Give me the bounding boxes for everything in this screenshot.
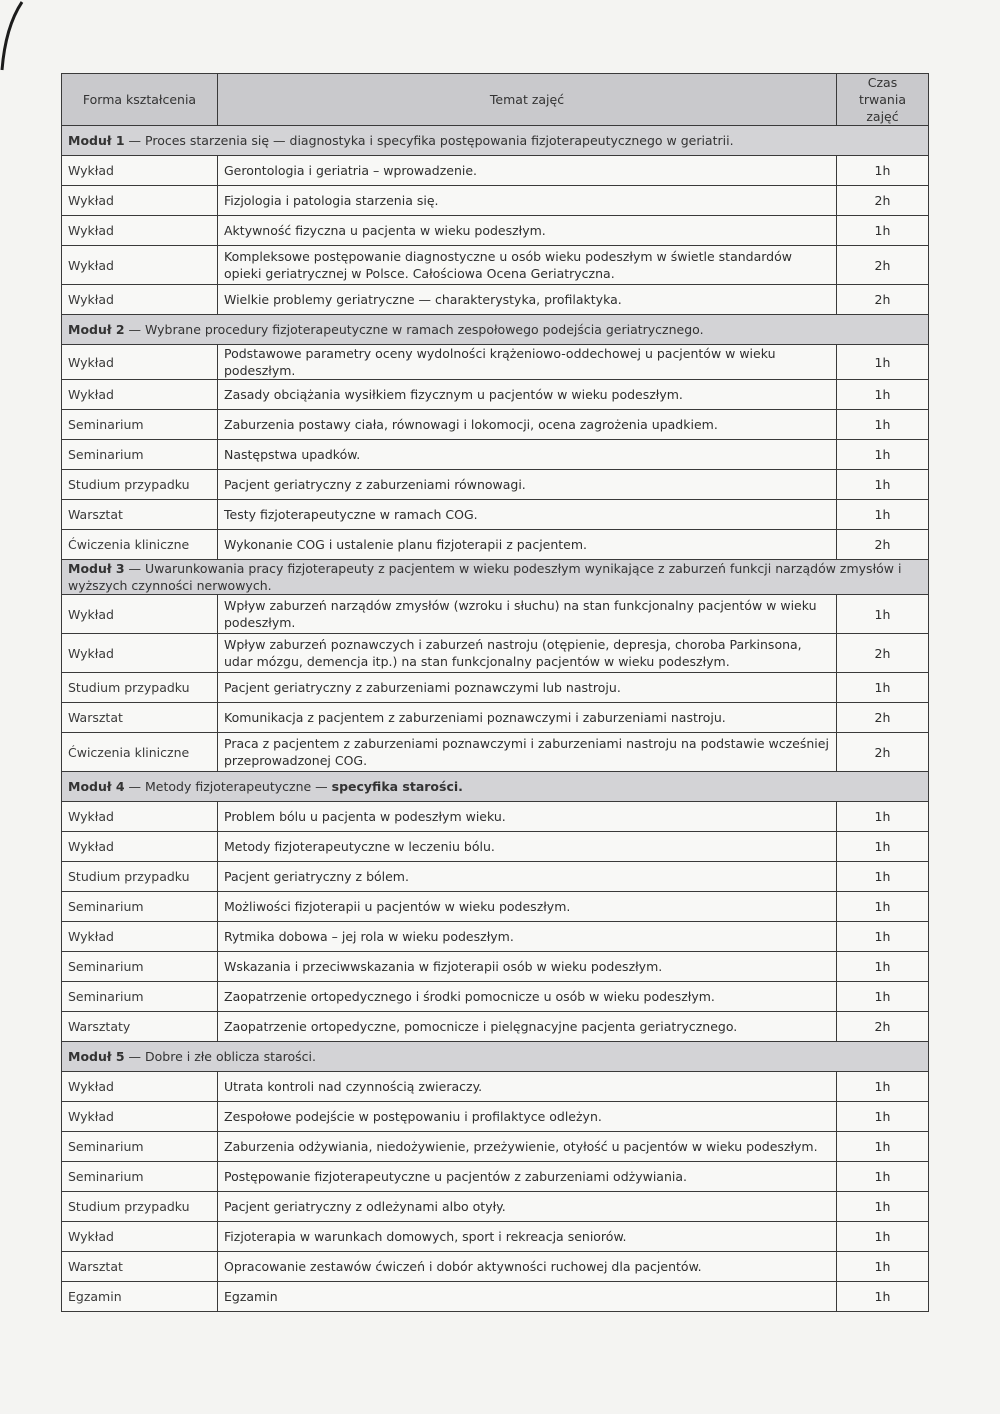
table-row (62, 1072, 929, 1102)
module-header-cell (62, 126, 929, 156)
module-header-cell (62, 1042, 929, 1072)
duration-cell: 1h (837, 345, 929, 380)
form-cell: Warsztat (62, 1252, 218, 1282)
table-row (62, 380, 929, 410)
duration-cell: 1h (837, 500, 929, 530)
form-cell: Seminarium (62, 440, 218, 470)
topic-cell: Praca z pacjentem z zaburzeniami poznawczymi i zaburzeniami nastroju na podstawie wcześniej przeprowadzonej COG. (218, 733, 837, 772)
form-cell: Egzamin (62, 1282, 218, 1312)
topic-cell: Wpływ zaburzeń narządów zmysłów (wzroku i słuchu) na stan funkcjonalny pacjentów w wieku podeszłym. (218, 595, 837, 634)
table-row (62, 186, 929, 216)
topic-cell: Fizjologia i patologia starzenia się. (218, 186, 837, 216)
form-cell: Wykład (62, 246, 218, 285)
topic-cell: Testy fizjoterapeutyczne w ramach COG. (218, 500, 837, 530)
form-cell: Wykład (62, 1102, 218, 1132)
topic-cell: Postępowanie fizjoterapeutyczne u pacjentów z zaburzeniami odżywiania. (218, 1162, 837, 1192)
form-cell: Warsztat (62, 703, 218, 733)
duration-cell: 1h (837, 862, 929, 892)
topic-cell: Fizjoterapia w warunkach domowych, sport i rekreacja seniorów. (218, 1222, 837, 1252)
duration-cell: 2h (837, 733, 929, 772)
table-row (62, 634, 929, 673)
form-cell: Wykład (62, 802, 218, 832)
header-topic: Temat zajęć (218, 74, 837, 126)
table-row (62, 892, 929, 922)
duration-cell: 1h (837, 1132, 929, 1162)
table-row (62, 703, 929, 733)
form-cell: Wykład (62, 1072, 218, 1102)
topic-cell: Zespołowe podejście w postępowaniu i profilaktyce odleżyn. (218, 1102, 837, 1132)
form-cell: Studium przypadku (62, 673, 218, 703)
table-row (62, 1102, 929, 1132)
module-header-row (62, 772, 929, 802)
table-row (62, 922, 929, 952)
form-cell: Warsztat (62, 500, 218, 530)
form-cell: Seminarium (62, 982, 218, 1012)
topic-cell: Zasady obciążania wysiłkiem fizycznym u pacjentów w wieku podeszłym. (218, 380, 837, 410)
duration-cell: 1h (837, 832, 929, 862)
table-row (62, 952, 929, 982)
table-row (62, 595, 929, 634)
form-cell: Wykład (62, 156, 218, 186)
table-row (62, 1192, 929, 1222)
form-cell: Warsztaty (62, 1012, 218, 1042)
table-row (62, 156, 929, 186)
table-row (62, 1132, 929, 1162)
module-header-cell (62, 315, 929, 345)
table-row (62, 530, 929, 560)
schedule-table-container (61, 73, 928, 1312)
topic-cell: Zaopatrzenie ortopedyczne, pomocnicze i pielęgnacyjne pacjenta geriatrycznego. (218, 1012, 837, 1042)
topic-cell: Wpływ zaburzeń poznawczych i zaburzeń nastroju (otępienie, depresja, choroba Parkinsona, udar mózgu, demencja itp.) na stan funkcjonalny pacjentów w wieku podeszłym. (218, 634, 837, 673)
table-row (62, 1012, 929, 1042)
duration-cell: 1h (837, 1102, 929, 1132)
module-label: Moduł 1 (68, 133, 125, 148)
form-cell: Wykład (62, 1222, 218, 1252)
topic-cell: Możliwości fizjoterapii u pacjentów w wieku podeszłym. (218, 892, 837, 922)
topic-cell: Utrata kontroli nad czynnością zwieraczy. (218, 1072, 837, 1102)
duration-cell: 2h (837, 634, 929, 673)
form-cell: Wykład (62, 186, 218, 216)
module-title: — Wybrane procedury fizjoterapeutyczne w ramach zespołowego podejścia geriatrycznego. (124, 322, 704, 337)
topic-cell: Rytmika dobowa – jej rola w wieku podeszłym. (218, 922, 837, 952)
topic-cell: Problem bólu u pacjenta w podeszłym wieku. (218, 802, 837, 832)
topic-cell: Gerontologia i geriatria – wprowadzenie. (218, 156, 837, 186)
duration-cell: 2h (837, 186, 929, 216)
duration-cell: 1h (837, 156, 929, 186)
module-label: Moduł 3 (68, 561, 125, 576)
topic-cell: Metody fizjoterapeutyczne w leczeniu bólu. (218, 832, 837, 862)
form-cell: Seminarium (62, 1132, 218, 1162)
duration-cell: 2h (837, 530, 929, 560)
topic-cell: Egzamin (218, 1282, 837, 1312)
form-cell: Wykład (62, 380, 218, 410)
table-row (62, 1222, 929, 1252)
topic-cell: Aktywność fizyczna u pacjenta w wieku podeszłym. (218, 216, 837, 246)
header-duration: Czas trwania zajęć (837, 74, 929, 126)
table-row (62, 802, 929, 832)
module-header-row (62, 126, 929, 156)
table-row (62, 982, 929, 1012)
table-row (62, 862, 929, 892)
duration-cell: 1h (837, 1072, 929, 1102)
duration-cell: 2h (837, 285, 929, 315)
topic-cell: Zaburzenia odżywiania, niedożywienie, przeżywienie, otyłość u pacjentów w wieku podeszłym. (218, 1132, 837, 1162)
topic-cell: Wielkie problemy geriatryczne — charakterystyka, profilaktyka. (218, 285, 837, 315)
duration-cell: 1h (837, 673, 929, 703)
module-title: — Metody fizjoterapeutyczne — (124, 779, 332, 794)
form-cell: Seminarium (62, 892, 218, 922)
module-label: Moduł 4 (68, 779, 125, 794)
table-row (62, 673, 929, 703)
form-cell: Ćwiczenia kliniczne (62, 530, 218, 560)
scan-edge-mark (0, 0, 30, 80)
duration-cell: 1h (837, 1192, 929, 1222)
duration-cell: 1h (837, 380, 929, 410)
form-cell: Wykład (62, 595, 218, 634)
topic-cell: Pacjent geriatryczny z odleżynami albo otyły. (218, 1192, 837, 1222)
form-cell: Seminarium (62, 1162, 218, 1192)
module-header-cell (62, 560, 929, 595)
form-cell: Studium przypadku (62, 1192, 218, 1222)
module-header-row (62, 1042, 929, 1072)
form-cell: Seminarium (62, 952, 218, 982)
table-row (62, 440, 929, 470)
topic-cell: Wykonanie COG i ustalenie planu fizjoterapii z pacjentem. (218, 530, 837, 560)
table-row (62, 345, 929, 380)
topic-cell: Opracowanie zestawów ćwiczeń i dobór aktywności ruchowej dla pacjentów. (218, 1252, 837, 1282)
table-row (62, 285, 929, 315)
table-row (62, 410, 929, 440)
form-cell: Wykład (62, 922, 218, 952)
course-schedule-table (61, 73, 929, 1312)
table-row (62, 470, 929, 500)
duration-cell: 2h (837, 703, 929, 733)
form-cell: Wykład (62, 832, 218, 862)
topic-cell: Wskazania i przeciwwskazania w fizjoterapii osób w wieku podeszłym. (218, 952, 837, 982)
duration-cell: 1h (837, 1252, 929, 1282)
table-row (62, 1162, 929, 1192)
form-cell: Ćwiczenia kliniczne (62, 733, 218, 772)
topic-cell: Zaburzenia postawy ciała, równowagi i lokomocji, ocena zagrożenia upadkiem. (218, 410, 837, 440)
duration-cell: 1h (837, 440, 929, 470)
form-cell: Seminarium (62, 410, 218, 440)
topic-cell: Podstawowe parametry oceny wydolności krążeniowo-oddechowej u pacjentów w wieku podeszłym. (218, 345, 837, 380)
module-header-row (62, 560, 929, 595)
topic-cell: Pacjent geriatryczny z zaburzeniami równowagi. (218, 470, 837, 500)
duration-cell: 1h (837, 802, 929, 832)
duration-cell: 1h (837, 216, 929, 246)
topic-cell: Komunikacja z pacjentem z zaburzeniami poznawczymi i zaburzeniami nastroju. (218, 703, 837, 733)
table-row (62, 246, 929, 285)
form-cell: Studium przypadku (62, 470, 218, 500)
duration-cell: 1h (837, 470, 929, 500)
module-label: Moduł 5 (68, 1049, 125, 1064)
header-form: Forma kształcenia (62, 74, 218, 126)
form-cell: Wykład (62, 285, 218, 315)
module-title: — Dobre i złe oblicza starości. (124, 1049, 316, 1064)
duration-cell: 1h (837, 922, 929, 952)
duration-cell: 1h (837, 952, 929, 982)
topic-cell: Kompleksowe postępowanie diagnostyczne u osób wieku podeszłym w świetle standardów opieki geriatrycznej w Polsce. Całościowa Ocena Geriatryczna. (218, 246, 837, 285)
table-row (62, 1252, 929, 1282)
topic-cell: Następstwa upadków. (218, 440, 837, 470)
module-header-cell (62, 772, 929, 802)
table-row (62, 832, 929, 862)
module-title-bold: specyfika starości. (331, 779, 463, 794)
table-header-row (62, 74, 929, 126)
module-header-row (62, 315, 929, 345)
duration-cell: 2h (837, 1012, 929, 1042)
table-row (62, 1282, 929, 1312)
table-row (62, 216, 929, 246)
topic-cell: Pacjent geriatryczny z zaburzeniami poznawczymi lub nastroju. (218, 673, 837, 703)
form-cell: Studium przypadku (62, 862, 218, 892)
duration-cell: 1h (837, 1282, 929, 1312)
duration-cell: 2h (837, 246, 929, 285)
form-cell: Wykład (62, 634, 218, 673)
duration-cell: 1h (837, 1222, 929, 1252)
form-cell: Wykład (62, 345, 218, 380)
duration-cell: 1h (837, 410, 929, 440)
module-label: Moduł 2 (68, 322, 125, 337)
table-row (62, 500, 929, 530)
duration-cell: 1h (837, 1162, 929, 1192)
module-title: — Uwarunkowania pracy fizjoterapeuty z pacjentem w wieku podeszłym wynikające z zaburzeń funkcji narządów zmysłów i wyższych czynności nerwowych. (68, 561, 902, 593)
table-body (62, 126, 929, 1312)
topic-cell: Zaopatrzenie ortopedycznego i środki pomocnicze u osób w wieku podeszłym. (218, 982, 837, 1012)
duration-cell: 1h (837, 892, 929, 922)
duration-cell: 1h (837, 595, 929, 634)
topic-cell: Pacjent geriatryczny z bólem. (218, 862, 837, 892)
form-cell: Wykład (62, 216, 218, 246)
module-title: — Proces starzenia się — diagnostyka i specyfika postępowania fizjoterapeutycznego w geriatrii. (124, 133, 734, 148)
duration-cell: 1h (837, 982, 929, 1012)
table-row (62, 733, 929, 772)
